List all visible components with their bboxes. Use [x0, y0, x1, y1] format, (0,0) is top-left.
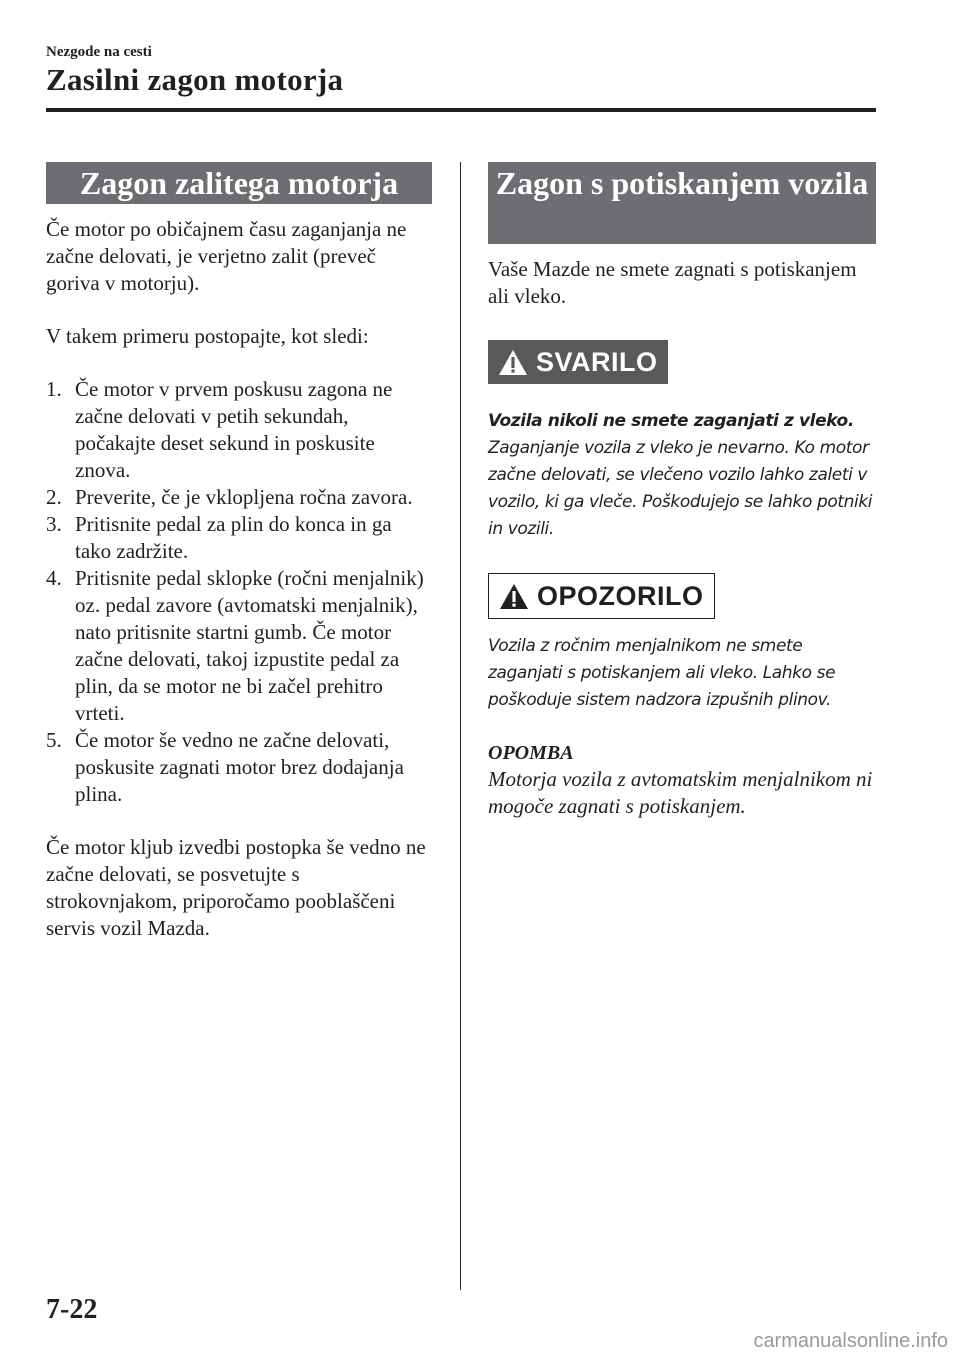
section-title-push-start: Zagon s potiskanjem vozila	[488, 162, 876, 244]
watermark: carmanualsonline.info	[753, 1330, 948, 1352]
caution-label-box	[488, 573, 715, 619]
warning-triangle-icon	[498, 349, 528, 376]
left-intro: Če motor po običajnem času zaganjanja ne začne delovati, je verjetno zalit (preveč goriva v motorju).	[46, 217, 407, 295]
caution-text: Vozila z ročnim menjalnikom ne smete zaganjati s potiskanjem ali vleko. Lahko se poškoduje sistem nadzora izpušnih plinov.	[488, 636, 836, 710]
warning-heading: Vozila nikoli ne smete zaganjati z vleko.	[488, 411, 854, 431]
step-text: Če motor v prvem poskusu zagona ne začne delovati v petih sekundah, počakajte deset sekund in poskusite znova.	[75, 377, 393, 482]
right-intro: Vaše Mazde ne smete zagnati s potiskanjem ali vleko.	[488, 257, 857, 308]
step-text: Preverite, če je vklopljena ročna zavora.	[75, 485, 413, 509]
step-item	[46, 484, 432, 511]
note-heading: OPOMBA	[488, 742, 574, 764]
step-number: 2.	[46, 485, 62, 509]
left-lead: V takem primeru postopajte, kot sledi:	[46, 324, 369, 348]
step-text: Če motor še vedno ne začne delovati, poskusite zagnati motor brez dodajanja plina.	[75, 728, 404, 806]
header-rule	[46, 108, 876, 112]
procedure-steps	[46, 376, 432, 808]
step-number: 5.	[46, 728, 62, 752]
left-column	[46, 162, 432, 942]
caution-label: OPOZORILO	[537, 580, 704, 611]
step-item	[46, 376, 432, 484]
note-text: Motorja vozila z avtomatskim menjalnikom ni mogoče zagnati s potiskanjem.	[488, 767, 873, 818]
page-number: 7-22	[46, 1294, 98, 1325]
left-closing: Če motor kljub izvedbi postopka še vedno ne začne delovati, se posvetujte s strokovnjakom, priporočamo pooblaščeni servis vozil Mazda.	[46, 835, 426, 940]
step-number: 4.	[46, 566, 62, 590]
step-text: Pritisnite pedal sklopke (ročni menjalnik) oz. pedal zavore (avtomatski menjalnik), nato pritisnite startni gumb. Če motor začne delovati, takoj izpustite pedal za plin, da se motor ne bi začel prehitro vrteti.	[75, 566, 424, 725]
section-title-flooded-engine: Zagon zalitega motorja	[46, 162, 432, 204]
warning-triangle-icon	[499, 583, 529, 610]
page-title: Zasilni zagon motorja	[46, 62, 344, 97]
step-text: Pritisnite pedal za plin do konca in ga tako zadržite.	[75, 512, 392, 563]
step-number: 3.	[46, 512, 62, 536]
warning-label: SVARILO	[536, 346, 658, 377]
right-column	[488, 162, 876, 820]
column-divider	[460, 162, 461, 1290]
step-item	[46, 511, 432, 565]
step-item	[46, 565, 432, 727]
breadcrumb: Nezgode na cesti	[46, 44, 152, 60]
step-number: 1.	[46, 377, 62, 401]
step-item	[46, 727, 432, 808]
warning-text: Zaganjanje vozila z vleko je nevarno. Ko motor začne delovati, se vlečeno vozilo lahko zaleti v vozilo, ki ga vleče. Poškodujejo se lahko potniki in vozili.	[488, 438, 873, 539]
warning-label-box	[488, 340, 668, 384]
